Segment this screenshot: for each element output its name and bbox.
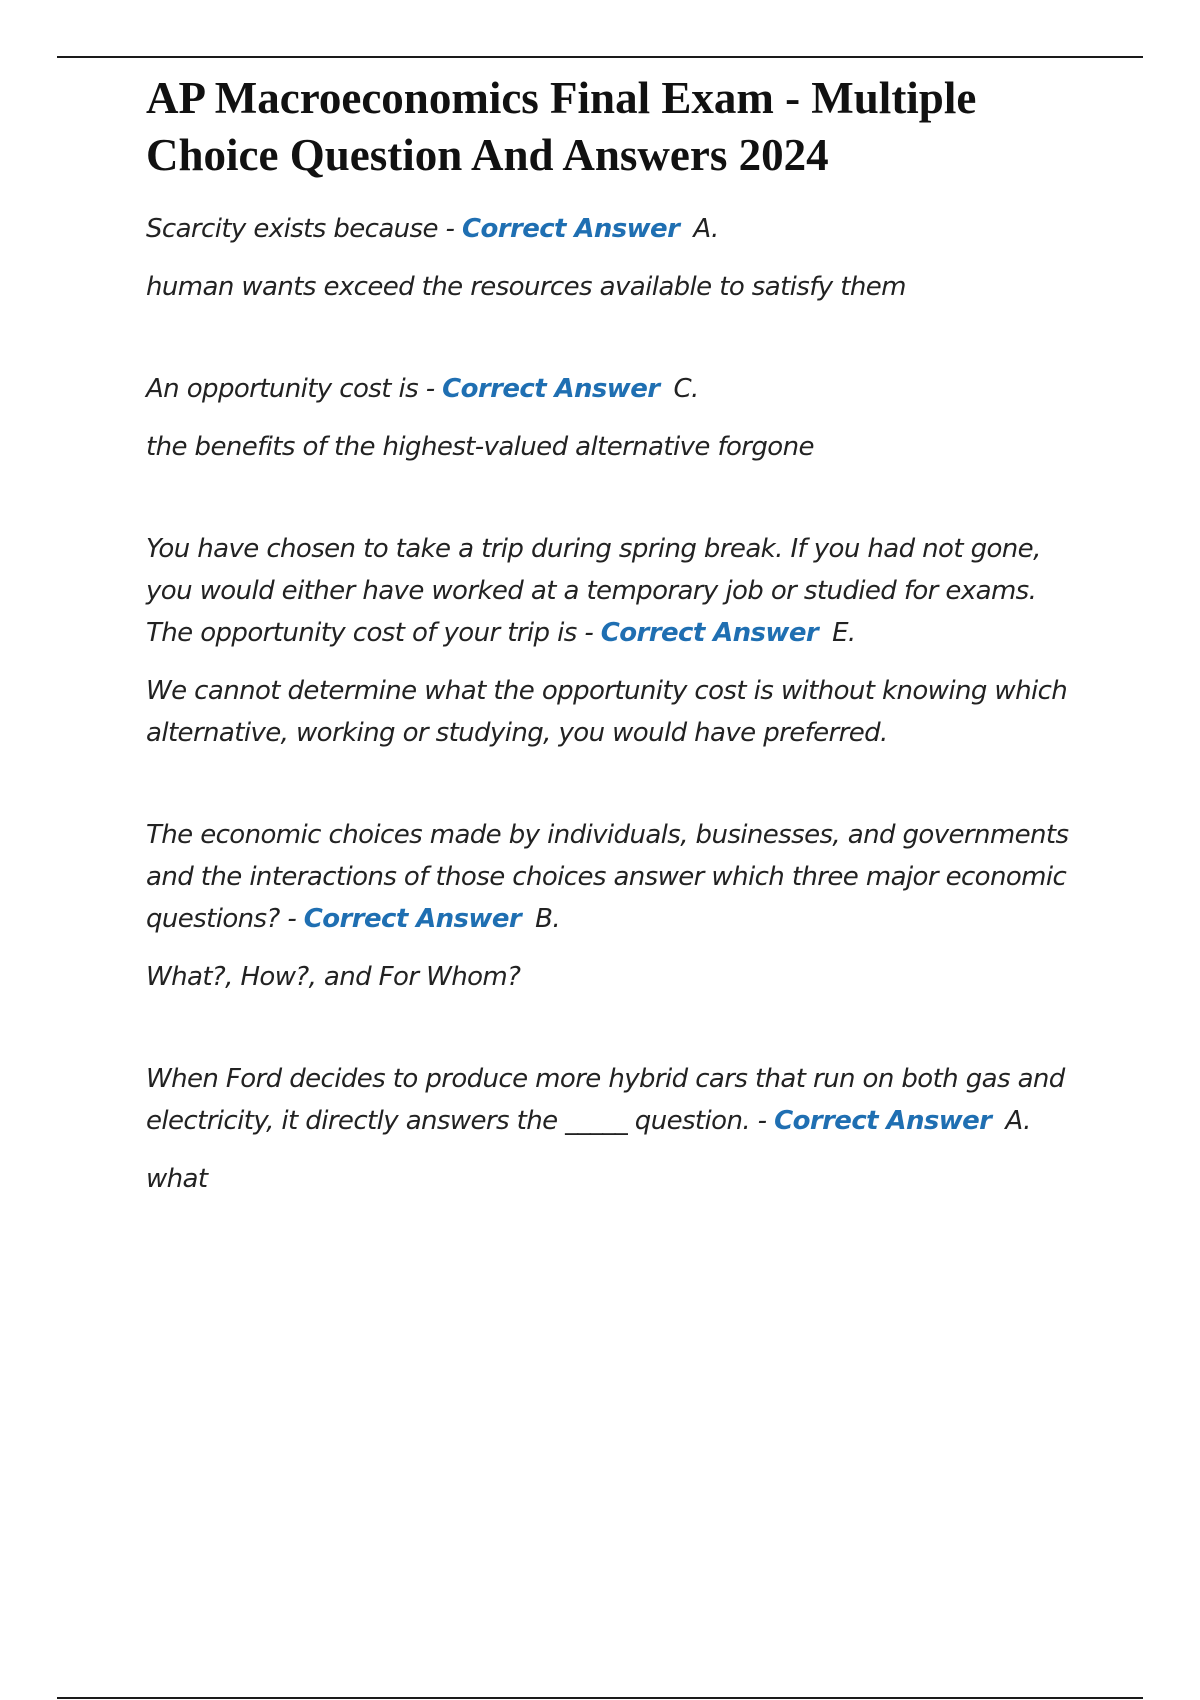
qa-item-2 bbox=[146, 368, 1086, 468]
answer-text: the benefits of the highest-valued alternative forgone bbox=[146, 432, 814, 462]
answer-letter: B. bbox=[535, 904, 561, 934]
question-prompt: Scarcity exists because - bbox=[146, 214, 463, 244]
answer-text: human wants exceed the resources available to satisfy them bbox=[146, 272, 906, 302]
answer-text: what bbox=[146, 1164, 208, 1194]
question-prompt: An opportunity cost is - bbox=[146, 374, 443, 404]
document-title: AP Macroeconomics Final Exam - Multiple Choice Question And Answers 2024 bbox=[146, 73, 977, 180]
answer-letter: E. bbox=[832, 618, 856, 648]
correct-answer-label: Correct Answer bbox=[600, 618, 819, 648]
correct-answer-label: Correct Answer bbox=[303, 904, 522, 934]
correct-answer-label: Correct Answer bbox=[462, 214, 680, 244]
qa-item-5 bbox=[146, 1058, 1086, 1200]
question-text bbox=[146, 208, 1086, 250]
answer-letter: A. bbox=[693, 214, 719, 244]
qa-item-1 bbox=[146, 208, 1086, 308]
question-prompt: You have chosen to take a trip during spring break. If you had not gone, you would either have worked at a temporary job or studied for exams. The opportunity cost of your trip is - bbox=[146, 534, 1041, 648]
correct-answer-label: Correct Answer bbox=[774, 1106, 992, 1136]
question-text bbox=[146, 368, 1086, 410]
question-prompt: The economic choices made by individuals, businesses, and governments and the interactions of those choices answer which three major economic questions? - bbox=[146, 820, 1069, 934]
answer-letter: A. bbox=[1005, 1106, 1031, 1136]
question-prompt: When Ford decides to produce more hybrid cars that run on both gas and electricity, it directly answers the _____ question. - bbox=[146, 1064, 1065, 1136]
qa-item-3 bbox=[146, 528, 1086, 754]
correct-answer-label: Correct Answer bbox=[442, 374, 660, 404]
question-text bbox=[146, 528, 1086, 654]
answer-letter: C. bbox=[673, 374, 699, 404]
bottom-rule bbox=[57, 1697, 1143, 1699]
qa-item-4 bbox=[146, 814, 1086, 998]
answer-text: We cannot determine what the opportunity cost is without knowing which alternative, working or studying, you would have preferred. bbox=[146, 676, 1068, 748]
question-text bbox=[146, 814, 1086, 940]
document-body bbox=[146, 70, 1086, 1260]
question-text bbox=[146, 1058, 1086, 1142]
answer-text: What?, How?, and For Whom? bbox=[146, 962, 521, 992]
top-rule bbox=[57, 56, 1143, 58]
